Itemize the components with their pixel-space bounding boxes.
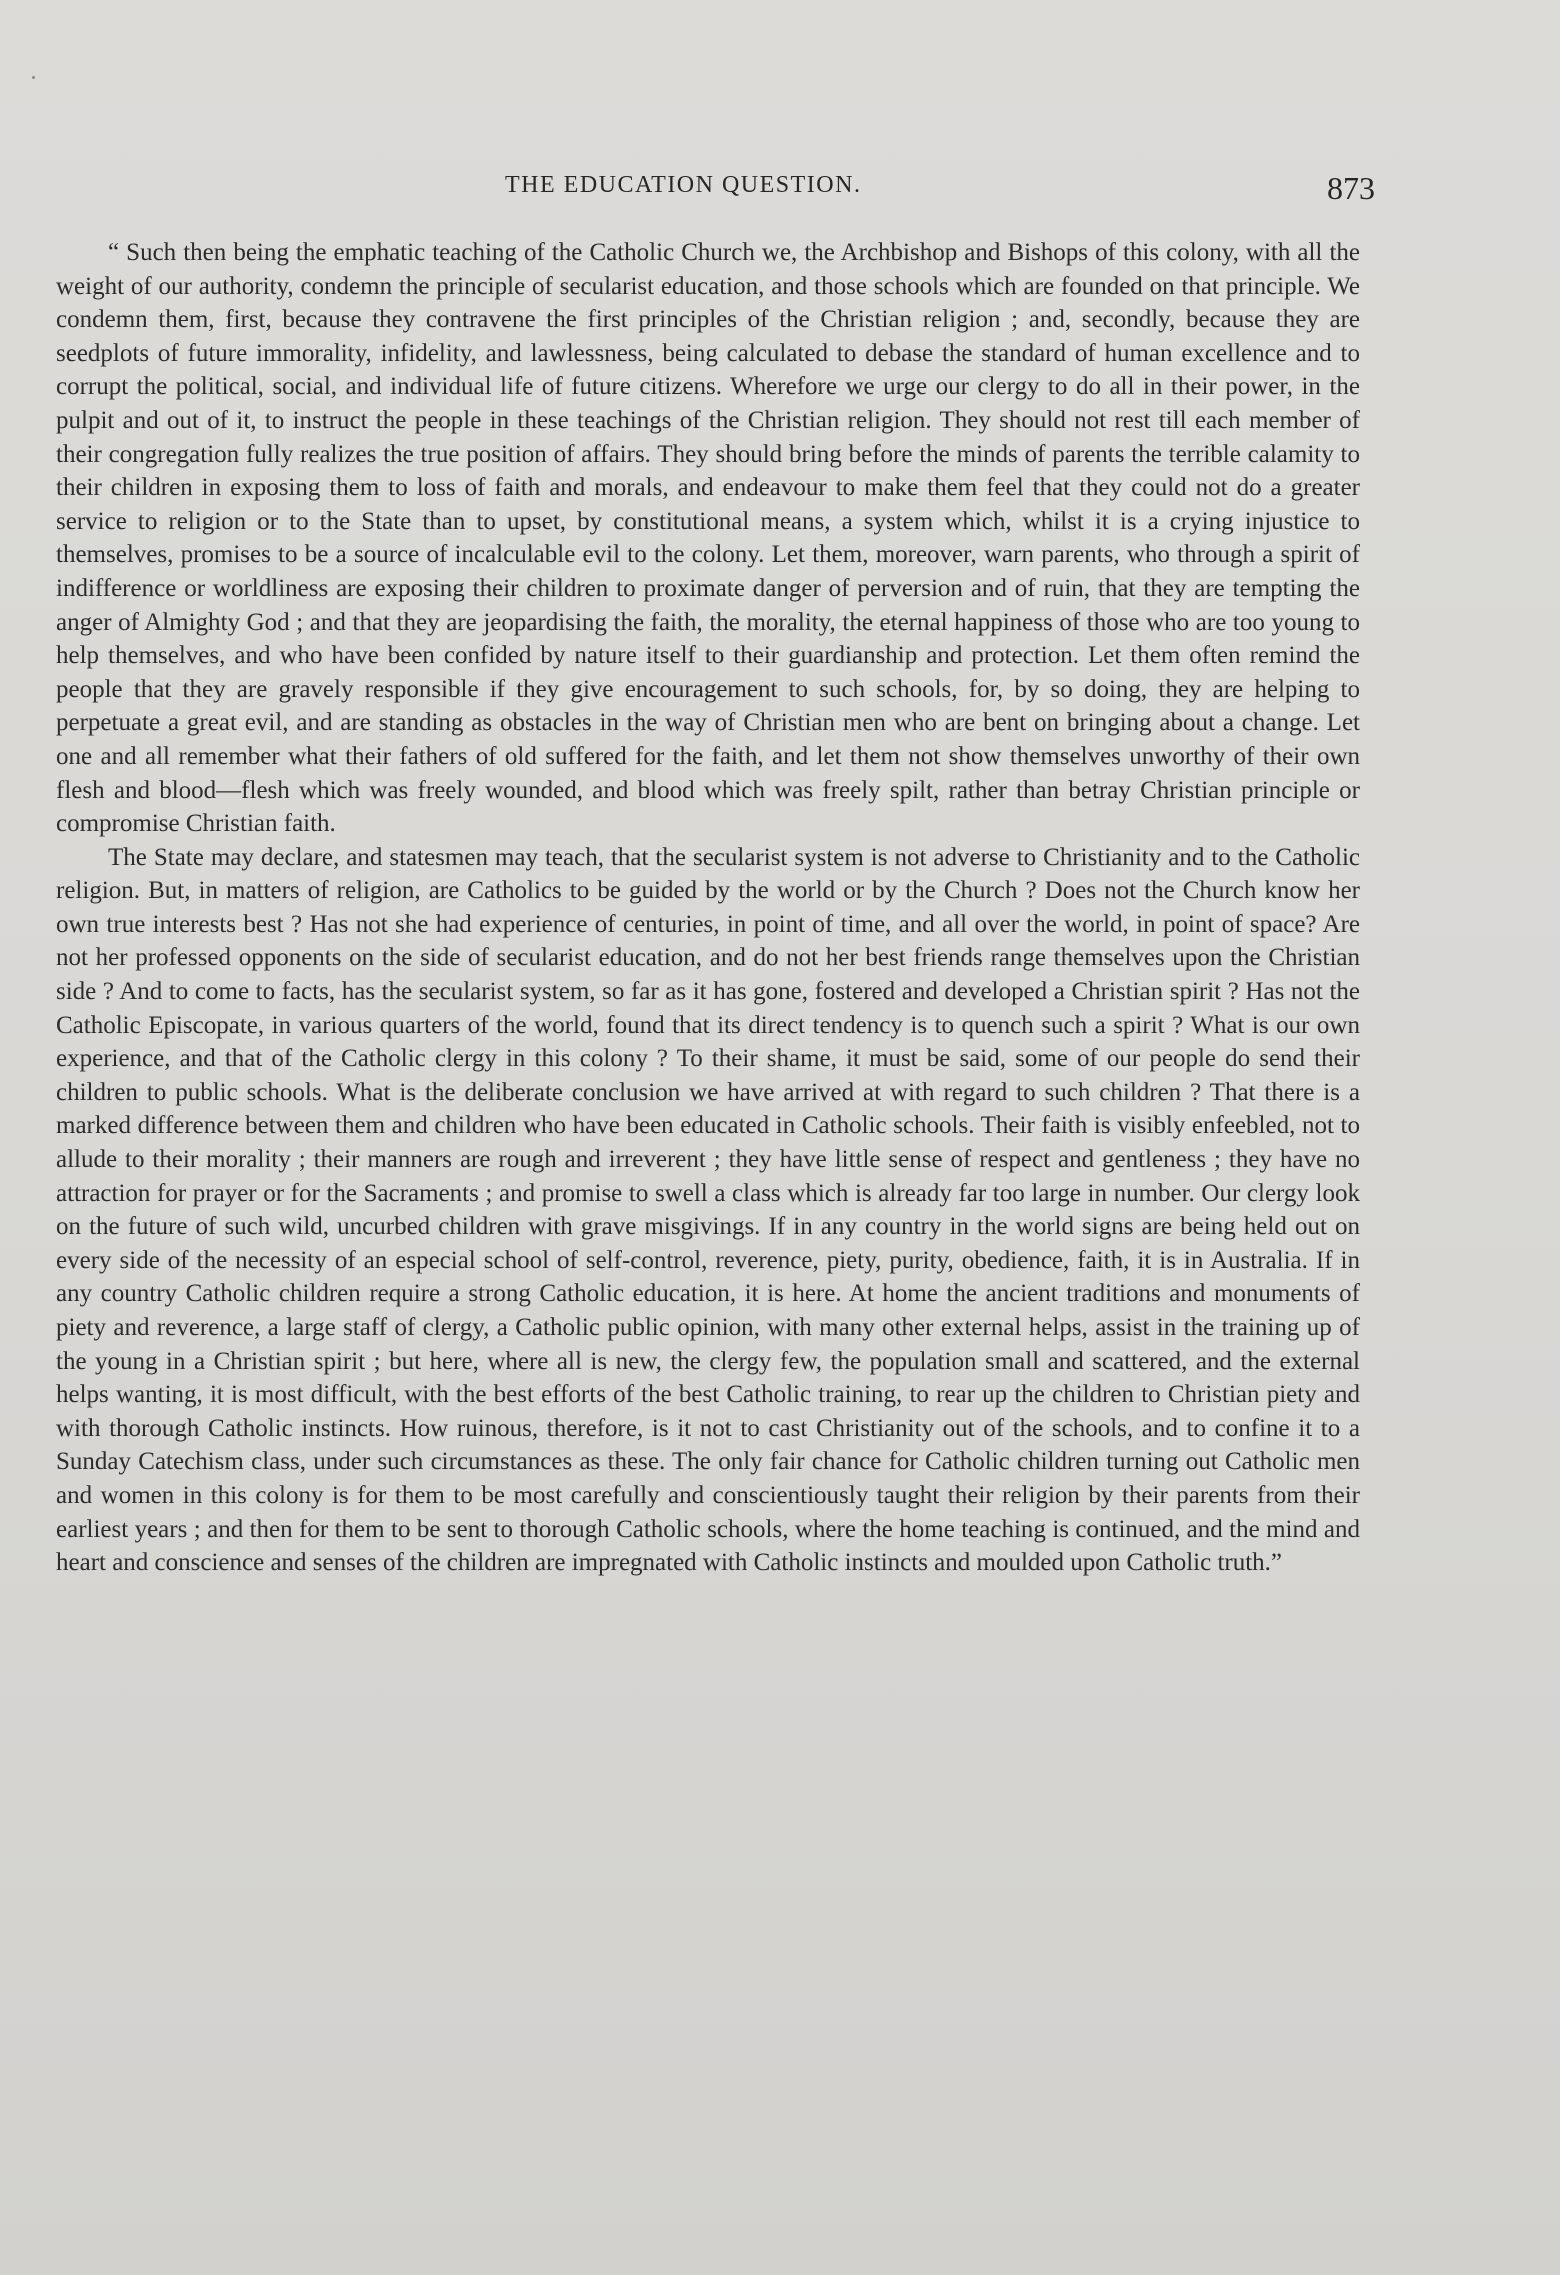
paragraph: “ Such then being the emphatic teaching of the Catholic Church we, the Archbishop and Bishops of this colony, with all the weight of our authority, condemn the principle of secularist education, and those schools which are founded on that principle. We condemn them, first, because they contravene the first principles of the Christian religion ; and, secondly, because they are seedplots of future immorality, infidelity, and lawlessness, being calculated to debase the standard of human excellence and to corrupt the political, social, and individual life of future citizens. Wherefore we urge our clergy to do all in their power, in the pulpit and out of it, to instruct the people in these teachings of the Christian religion. They should not rest till each member of their congregation fully realizes the true position of affairs. They should bring before the minds of parents the terrible calamity to their children in exposing them to loss of faith and morals, and endeavour to make them feel that they could not do a greater service to religion or to the State than to upset, by constitutional means, a system which, whilst it is a crying injustice to themselves, promises to be a source of incalculable evil to the colony. Let them, moreover, warn parents, who through a spirit of indifference or worldliness are exposing their children to proximate danger of perversion and of ruin, that they are tempting the anger of Almighty God ; and that they are jeopardising the faith, the morality, the eternal happiness of those who are too young to help themselves, and who have been confided by nature itself to their guardianship and protection. Let them often remind the people that they are gravely responsible if they give encouragement to such schools, for, by so doing, they are helping to perpetuate a great evil, and are standing as obstacles in the way of Christian men who are bent on bringing about a change. Let one and all remember what their fathers of old suffered for the faith, and let them not show themselves unworthy of their own flesh and blood—flesh which was freely wounded, and blood which was freely spilt, rather than betray Christian principle or compromise Christian faith. [56,239,1360,838]
page-number: 873 [1327,170,1375,206]
body-text [56,236,1360,1580]
page-speck [32,76,35,79]
paragraph: The State may declare, and statesmen may teach, that the secularist system is not adverse to Christianity and to the Catholic religion. But, in matters of religion, are Catholics to be guided by the world or by the Church ? Does not the Church know her own true interests best ? Has not she had experience of centuries, in point of time, and all over the world, in point of space? Are not her professed opponents on the side of secularist education, and do not her best friends range themselves upon the Christian side ? And to come to facts, has the secularist system, so far as it has gone, fostered and developed a Christian spirit ? Has not the Catholic Episcopate, in various quarters of the world, found that its direct tendency is to quench such a spirit ? What is our own experience, and that of the Catholic clergy in this colony ? To their shame, it must be said, some of our people do send their children to public schools. What is the deliberate conclusion we have arrived at with regard to such children ? That there is a marked difference between them and children who have been educated in Catholic schools. Their faith is visibly enfeebled, not to allude to their morality ; their manners are rough and irreverent ; they have little sense of respect and gentleness ; they have no attraction for prayer or for the Sacraments ; and promise to swell a class which is already far too large in number. Our clergy look on the future of such wild, uncurbed children with grave misgivings. If in any country in the world signs are being held out on every side of the necessity of an especial school of self-control, reverence, piety, purity, obedience, faith, it is in Australia. If in any country Catholic children require a strong Catholic education, it is here. At home the ancient traditions and monuments of piety and reverence, a large staff of clergy, a Catholic public opinion, with many other external helps, assist in the training up of the young in a Christian spirit ; but here, where all is new, the clergy few, the population small and scattered, and the external helps wanting, it is most difficult, with the best efforts of the best Catholic training, to rear up the children to Christian piety and with thorough Catholic instincts. How ruinous, therefore, is it not to cast Christianity out of the schools, and to confine it to a Sunday Catechism class, under such circumstances as these. The only fair chance for Catholic children turning out Catholic men and women in this colony is for them to be most carefully and conscientiously taught their religion by their parents from their earliest years ; and then for them to be sent to thorough Catholic schools, where the home teaching is continued, and the mind and heart and conscience and senses of the children are impregnated with Catholic instincts and moulded upon Catholic truth.” [56,843,1360,1577]
running-head: THE EDUCATION QUESTION. [505,172,862,198]
